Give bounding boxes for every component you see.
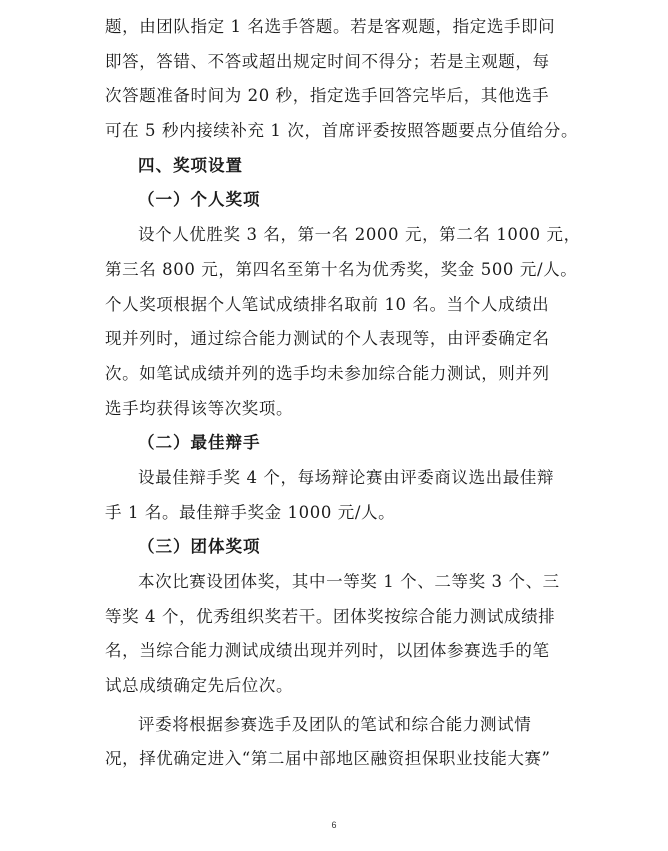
paragraph-line: 即答，答错、不答或超出规定时间不得分；若是主观题，每 bbox=[105, 51, 550, 71]
paragraph-line: 评委将根据参赛选手及团队的笔试和综合能力测试情 bbox=[138, 714, 532, 734]
subsection-heading-best-debater: （二）最佳辩手 bbox=[138, 433, 261, 453]
subsection-heading-team: （三）团体奖项 bbox=[138, 537, 261, 557]
team-awards-paragraph bbox=[105, 565, 585, 704]
paragraph-line: 次答题准备时间为 20 秒，指定选手回答完毕后，其他选手 bbox=[105, 86, 550, 106]
paragraph-line: 名，当综合能力测试成绩出现并列时，以团体参赛选手的笔 bbox=[105, 641, 550, 661]
paragraph-line: 可在 5 秒内接续补充 1 次，首席评委按照答题要点分值给分。 bbox=[105, 121, 579, 141]
paragraph-line: 等奖 4 个，优秀组织奖若干。团体奖按综合能力测试成绩排 bbox=[105, 606, 556, 626]
paragraph-line: 本次比赛设团体奖，其中一等奖 1 个、二等奖 3 个、三 bbox=[138, 572, 560, 591]
paragraph-line: 个人奖项根据个人笔试成绩排名取前 10 名。当个人成绩出 bbox=[105, 294, 550, 314]
paragraph-line: 选手均获得该等次奖项。 bbox=[105, 398, 294, 418]
individual-awards-paragraph bbox=[105, 218, 585, 426]
paragraph-line: 试总成绩确定先后位次。 bbox=[105, 676, 294, 696]
paragraph-line: 况，择优确定进入“第二届中部地区融资担保职业技能大赛” bbox=[105, 749, 551, 769]
paragraph-line: 设最佳辩手奖 4 个，每场辩论赛由评委商议选出最佳辩 bbox=[138, 467, 555, 487]
document-body bbox=[105, 10, 585, 777]
paragraph-line: 设个人优胜奖 3 名，第一名 2000 元，第二名 1000 元， bbox=[138, 225, 581, 245]
paragraph-line: 手 1 名。最佳辩手奖金 1000 元/人。 bbox=[105, 502, 396, 522]
paragraph-line: 第三名 800 元，第四名至第十名为优秀奖，奖金 500 元/人。 bbox=[105, 259, 578, 279]
rules-paragraph bbox=[105, 10, 585, 149]
paragraph-line: 题，由团队指定 1 名选手答题。若是客观题，指定选手即问 bbox=[105, 17, 556, 36]
paragraph-line: 次。如笔试成绩并列的选手均未参加综合能力测试，则并列 bbox=[105, 363, 550, 383]
subsection-heading-individual: （一）个人奖项 bbox=[138, 190, 261, 210]
final-paragraph bbox=[105, 708, 585, 777]
best-debater-paragraph bbox=[105, 461, 585, 530]
page-number: 6 bbox=[331, 820, 337, 830]
paragraph-line: 现并列时，通过综合能力测试的个人表现等，由评委确定名 bbox=[105, 329, 550, 349]
section-heading-awards: 四、奖项设置 bbox=[138, 155, 243, 175]
